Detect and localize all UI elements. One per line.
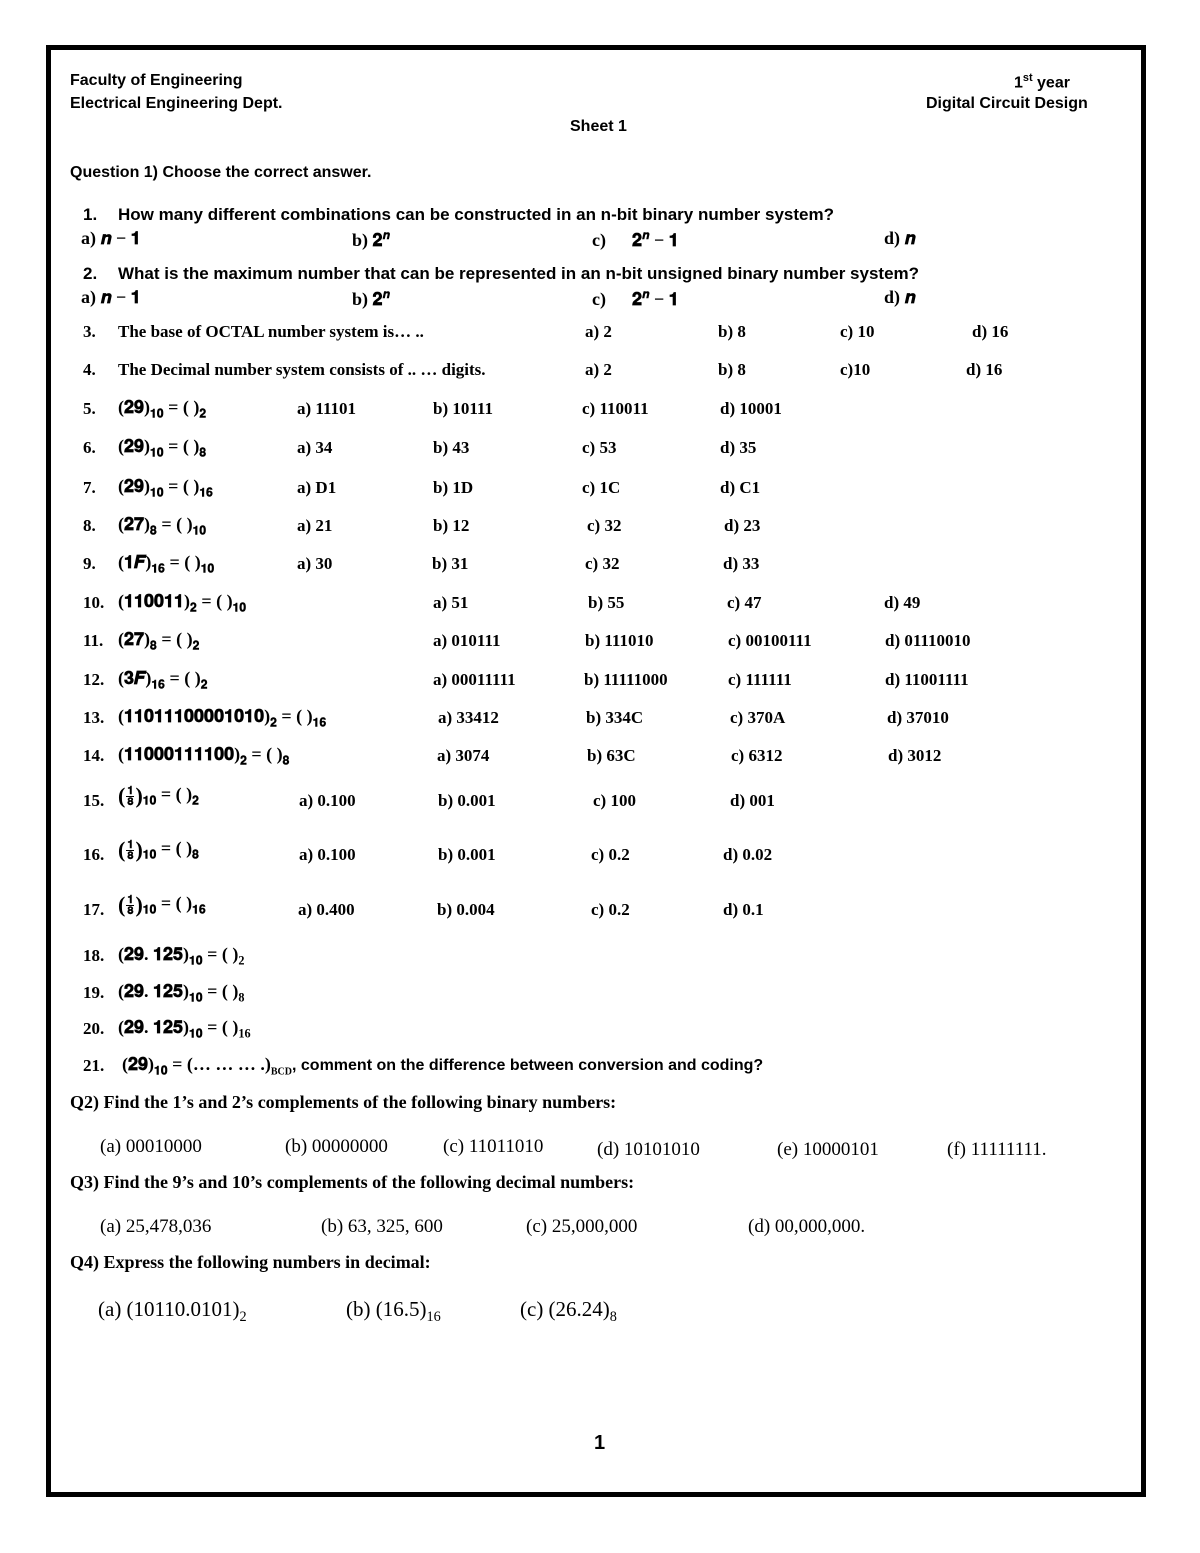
- q1-item-18-number: 18.: [83, 946, 105, 965]
- q1-item-11-option-d: d) 01110010: [885, 631, 971, 650]
- q1-item-12-option-c: c) 111111: [728, 670, 792, 689]
- fraction: $\frac{𝟏}{𝟖}$: [127, 893, 134, 917]
- q1-item-7-number: 7.: [83, 478, 96, 497]
- q1-item-2-option-a: a) 𝒏 − 𝟏: [81, 287, 141, 307]
- q1-item-8-number: 8.: [83, 516, 96, 535]
- q1-item-5-option-b: b) 10111: [433, 399, 493, 418]
- question-2-title: Q2) Find the 1’s and 2’s complements of the following binary numbers:: [70, 1092, 617, 1112]
- course-name: Digital Circuit Design: [926, 95, 1088, 112]
- q1-item-8-option-d: d) 23: [724, 516, 761, 535]
- q1-item-5-number: 5.: [83, 399, 96, 418]
- q3-item-a: (a) 25,478,036: [100, 1216, 212, 1237]
- q1-item-6-option-a: a) 34: [297, 438, 333, 457]
- q1-item-17-option-a: a) 0.400: [298, 900, 355, 919]
- q1-item-11-option-c: c) 00100111: [728, 631, 812, 650]
- page-number: 1: [594, 1432, 606, 1454]
- q1-item-11-number: 11.: [83, 631, 104, 650]
- q1-item-2-option-d: d) 𝒏: [884, 287, 916, 307]
- q1-item-13-option-c: c) 370A: [730, 708, 786, 727]
- q1-item-3-option-c: c) 10: [840, 322, 875, 341]
- q1-item-10-number: 10.: [83, 593, 105, 612]
- q1-item-7-option-b: b) 1D: [433, 478, 474, 497]
- q1-item-2-number: 2.: [83, 264, 98, 283]
- q1-item-12-option-a: a) 00011111: [433, 670, 516, 689]
- q1-item-6-number: 6.: [83, 438, 96, 457]
- q3-item-b: (b) 63, 325, 600: [321, 1216, 443, 1237]
- q1-item-14-option-c: c) 6312: [731, 746, 783, 765]
- q1-item-4-number: 4.: [83, 360, 96, 379]
- q1-item-13-option-b: b) 334C: [586, 708, 644, 727]
- q1-item-11-option-a: a) 010111: [433, 631, 501, 650]
- q4-item-b: (b) $(16.5)_{16}$: [346, 1297, 441, 1326]
- q1-item-9-option-d: d) 33: [723, 554, 760, 573]
- q1-item-10-option-b: b) 55: [588, 593, 625, 612]
- q1-item-14-option-d: d) 3012: [888, 746, 942, 765]
- q1-item-2-option-b: b) $𝟐^𝒏$: [352, 287, 391, 309]
- q4-item-a: (a) $(10110.0101)_2$: [98, 1297, 247, 1326]
- q1-item-21-number: 21.: [83, 1056, 105, 1075]
- sheet-title: Sheet 1: [570, 118, 627, 135]
- q1-item-15-option-d: d) 001: [730, 791, 775, 810]
- q1-item-2-option-c: c) $𝟐^𝒏$ − 𝟏: [592, 287, 679, 309]
- q1-item-6-option-d: d) 35: [720, 438, 757, 457]
- q1-item-21-expression: $(𝟐𝟗)_{𝟏𝟎}$ = (… … … $.)_{BCD}$, comment on the difference between conversion and coding?: [122, 1054, 764, 1078]
- q1-item-7-expression: $(𝟐𝟗)_{𝟏𝟎}$ = ( )$_{𝟏𝟔}$: [118, 476, 213, 500]
- q1-item-14-number: 14.: [83, 746, 105, 765]
- question-1-title: Question 1) Choose the correct answer.: [70, 164, 372, 181]
- q1-item-16-expression: ( $\frac{𝟏}{𝟖}$ )$_{𝟏𝟎}$ = ( )$_𝟖$: [118, 837, 199, 862]
- q1-item-4-option-d: d) 16: [966, 360, 1003, 379]
- q2-item-c: (c) 11011010: [443, 1136, 544, 1157]
- q1-item-13-option-a: a) 33412: [438, 708, 499, 727]
- q4-item-c: (c) $(26.24)_8$: [520, 1297, 617, 1326]
- q1-item-8-expression: $(𝟐𝟕)_𝟖$ = ( )$_{𝟏𝟎}$: [118, 514, 207, 538]
- q1-item-11-expression: $(𝟐𝟕)_𝟖$ = ( )$_𝟐$: [118, 629, 200, 653]
- q1-item-6-option-b: b) 43: [433, 438, 470, 457]
- q1-item-5-option-d: d) 10001: [720, 399, 782, 418]
- q1-item-15-expression: ( $\frac{𝟏}{𝟖}$ )$_{𝟏𝟎}$ = ( )$_𝟐$: [118, 783, 199, 808]
- q1-item-15-option-b: b) 0.001: [438, 791, 496, 810]
- q1-item-9-expression: $(𝟏𝑭)_{𝟏𝟔}$ = ( )$_{𝟏𝟎}$: [118, 552, 215, 576]
- q1-item-1-text: How many different combinations can be constructed in an n-bit binary number system?: [118, 205, 835, 224]
- q1-item-12-option-b: b) 11111000: [584, 670, 668, 689]
- q1-item-17-number: 17.: [83, 900, 105, 919]
- q1-item-17-expression: ( $\frac{𝟏}{𝟖}$ )$_{𝟏𝟎}$ = ( )$_{𝟏𝟔}$: [118, 892, 206, 917]
- q1-item-5-option-c: c) 110011: [582, 399, 649, 418]
- question-3-title: Q3) Find the 9’s and 10’s complements of the following decimal numbers:: [70, 1172, 635, 1192]
- q1-item-15-number: 15.: [83, 791, 105, 810]
- q1-item-10-option-c: c) 47: [727, 593, 762, 612]
- q1-item-17-option-d: d) 0.1: [723, 900, 764, 919]
- q1-item-12-number: 12.: [83, 670, 105, 689]
- q1-item-8-option-a: a) 21: [297, 516, 333, 535]
- q1-item-10-expression: $(𝟏𝟏𝟎𝟎𝟏𝟏)_𝟐$ = ( )$_{𝟏𝟎}$: [118, 591, 247, 615]
- q1-item-16-option-b: b) 0.001: [438, 845, 496, 864]
- q1-item-3-text: The base of OCTAL number system is… ..: [118, 322, 424, 341]
- department-name: Electrical Engineering Dept.: [70, 95, 283, 112]
- q1-item-7-option-c: c) 1C: [582, 478, 621, 497]
- q1-item-4-option-c: c)10: [840, 360, 871, 379]
- q1-item-3-option-d: d) 16: [972, 322, 1009, 341]
- q2-item-a: (a) 00010000: [100, 1136, 202, 1157]
- q1-item-15-option-a: a) 0.100: [299, 791, 356, 810]
- q1-item-20-number: 20.: [83, 1019, 105, 1038]
- q1-item-1-option-c: c) $𝟐^𝒏$ − 𝟏: [592, 228, 679, 250]
- q1-item-5-option-a: a) 11101: [297, 399, 357, 418]
- q1-item-1-option-a: a) 𝒏 − 𝟏: [81, 228, 141, 248]
- q1-item-15-option-c: c) 100: [593, 791, 636, 810]
- year-label: 1st year: [1014, 72, 1070, 92]
- q1-item-1-option-d: d) 𝒏: [884, 228, 916, 248]
- q1-item-6-option-c: c) 53: [582, 438, 617, 457]
- q1-item-9-number: 9.: [83, 554, 96, 573]
- q1-item-1-option-b: b) $𝟐^𝒏$: [352, 228, 391, 250]
- q2-item-e: (e) 10000101: [777, 1139, 879, 1160]
- faculty-name: Faculty of Engineering: [70, 72, 243, 89]
- q1-item-13-number: 13.: [83, 708, 105, 727]
- q1-item-9-option-c: c) 32: [585, 554, 620, 573]
- q1-item-9-option-a: a) 30: [297, 554, 333, 573]
- q1-item-3-option-a: a) 2: [585, 322, 612, 341]
- q1-item-8-option-b: b) 12: [433, 516, 470, 535]
- q2-item-f: (f) 11111111.: [947, 1139, 1047, 1160]
- q1-item-16-option-a: a) 0.100: [299, 845, 356, 864]
- page-border: [46, 45, 1146, 1497]
- q1-item-13-option-d: d) 37010: [887, 708, 949, 727]
- q1-item-19-number: 19.: [83, 983, 105, 1002]
- q1-item-2-text: What is the maximum number that can be represented in an n-bit unsigned binary number system?: [118, 264, 920, 283]
- fraction: $\frac{𝟏}{𝟖}$: [127, 784, 134, 808]
- q1-item-14-option-a: a) 3074: [437, 746, 490, 765]
- q1-item-17-option-b: b) 0.004: [437, 900, 495, 919]
- q1-item-12-option-d: d) 11001111: [885, 670, 969, 689]
- q1-item-13-expression: $(𝟏𝟏𝟎𝟏𝟏𝟏𝟎𝟎𝟎𝟎𝟏𝟎𝟏𝟎)_𝟐$ = ( )$_{𝟏𝟔}$: [118, 706, 327, 730]
- q1-item-4-option-b: b) 8: [718, 360, 746, 379]
- q1-item-10-option-a: a) 51: [433, 593, 469, 612]
- q1-item-7-option-d: d) C1: [720, 478, 761, 497]
- fraction: $\frac{𝟏}{𝟖}$: [127, 838, 134, 862]
- q1-item-6-expression: $(𝟐𝟗)_{𝟏𝟎}$ = ( )$_𝟖$: [118, 436, 207, 460]
- q3-item-d: (d) 00,000,000.: [748, 1216, 866, 1237]
- q1-item-3-number: 3.: [83, 322, 96, 341]
- q1-item-10-option-d: d) 49: [884, 593, 921, 612]
- q1-item-14-expression: $(𝟏𝟏𝟎𝟎𝟎𝟏𝟏𝟏𝟏𝟎𝟎)_𝟐$ = ( )$_𝟖$: [118, 744, 290, 768]
- q1-item-4-option-a: a) 2: [585, 360, 612, 379]
- q1-item-3-option-b: b) 8: [718, 322, 746, 341]
- q1-item-11-option-b: b) 111010: [585, 631, 654, 650]
- question-4-title: Q4) Express the following numbers in decimal:: [70, 1252, 431, 1272]
- q1-item-7-option-a: a) D1: [297, 478, 337, 497]
- q1-item-8-option-c: c) 32: [587, 516, 622, 535]
- q1-item-16-option-d: d) 0.02: [723, 845, 773, 864]
- q1-item-18-expression: (𝟐𝟗. $𝟏𝟐𝟓)_{𝟏𝟎}$ = ( )$_2$: [118, 944, 245, 968]
- q1-item-1-number: 1.: [83, 205, 98, 224]
- q1-item-5-expression: $(𝟐𝟗)_{𝟏𝟎}$ = ( )$_𝟐$: [118, 397, 207, 421]
- q1-item-4-text: The Decimal number system consists of .. … digits.: [118, 360, 486, 379]
- q1-item-9-option-b: b) 31: [432, 554, 469, 573]
- q3-item-c: (c) 25,000,000: [526, 1216, 638, 1237]
- q1-item-20-expression: (𝟐𝟗. $𝟏𝟐𝟓)_{𝟏𝟎}$ = ( )$_{16}$: [118, 1017, 251, 1041]
- q1-item-12-expression: $(𝟑𝑭)_{𝟏𝟔}$ = ( )$_𝟐$: [118, 668, 208, 692]
- q2-item-d: (d) 10101010: [597, 1139, 700, 1160]
- q1-item-16-option-c: c) 0.2: [591, 845, 630, 864]
- q2-item-b: (b) 00000000: [285, 1136, 388, 1157]
- q1-item-19-expression: (𝟐𝟗. $𝟏𝟐𝟓)_{𝟏𝟎}$ = ( )$_8$: [118, 981, 245, 1005]
- q1-item-16-number: 16.: [83, 845, 105, 864]
- q1-item-14-option-b: b) 63C: [587, 746, 636, 765]
- q1-item-17-option-c: c) 0.2: [591, 900, 630, 919]
